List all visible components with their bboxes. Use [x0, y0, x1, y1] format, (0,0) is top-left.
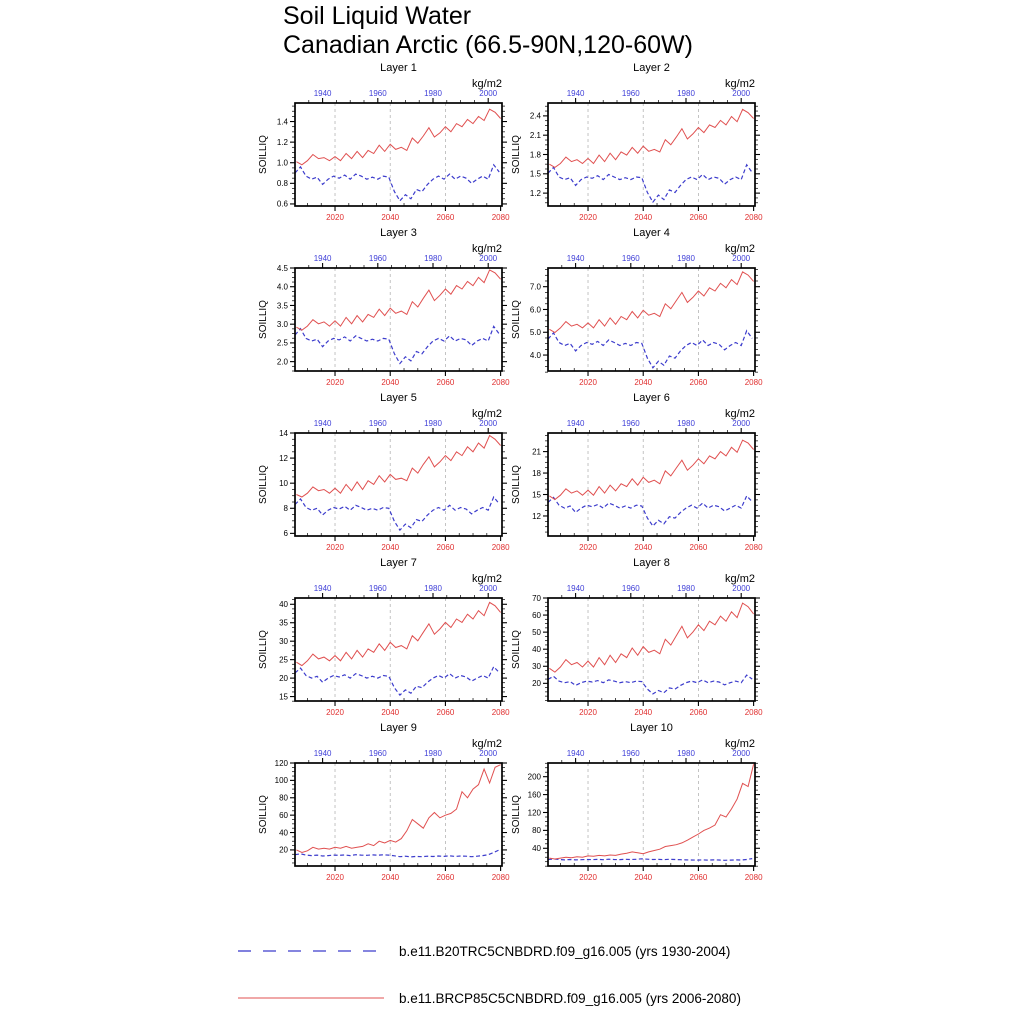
y-axis-label: 4.0	[529, 350, 541, 360]
y-axis-label: 1.4	[276, 117, 288, 127]
y-axis-label: 8	[283, 504, 288, 514]
bottom-axis-label: 2040	[381, 708, 400, 717]
y-axis-label: 10	[279, 478, 288, 488]
bottom-axis-label: 2020	[326, 213, 344, 222]
top-axis-label: 1960	[621, 419, 640, 428]
y-axis-label: 5.0	[529, 328, 541, 338]
top-axis-label: 1960	[368, 749, 387, 758]
top-axis-label: 2000	[479, 254, 498, 263]
y-axis-label: 12	[279, 453, 288, 463]
y-axis-label: 120	[527, 808, 541, 818]
top-axis-label: 1980	[677, 89, 695, 98]
historical-series-line	[295, 850, 499, 857]
y-axis-label: 4.5	[276, 263, 288, 273]
panel-title: Layer 4	[633, 227, 670, 239]
bottom-axis-label: 2060	[689, 873, 708, 882]
figure-title	[283, 2, 693, 60]
bottom-axis-label: 2020	[579, 873, 597, 882]
y-axis-label: 2.0	[276, 357, 288, 367]
plot-border	[548, 103, 755, 206]
plot-border	[295, 763, 502, 866]
unit-label: kg/m2	[725, 78, 755, 90]
bottom-axis-label: 2080	[491, 873, 510, 882]
bottom-axis-label: 2040	[634, 543, 653, 552]
bottom-axis-label: 2060	[689, 708, 708, 717]
y-axis-label: 2.4	[529, 111, 541, 121]
layer-3-chart	[255, 225, 515, 390]
top-axis-label: 1960	[621, 89, 640, 98]
historical-series-line	[548, 859, 752, 861]
bottom-axis-label: 2040	[381, 213, 400, 222]
bottom-axis-label: 2060	[689, 378, 708, 387]
top-axis-label: 1940	[566, 749, 585, 758]
bottom-axis-label: 2040	[381, 873, 400, 882]
y-axis-label: 60	[532, 610, 541, 620]
bottom-axis-label: 2020	[579, 708, 597, 717]
y-axis-title: SOILLIQ	[511, 135, 522, 174]
y-axis-label: 70	[532, 593, 541, 603]
unit-label: kg/m2	[472, 78, 502, 90]
bottom-axis-label: 2060	[436, 873, 455, 882]
y-axis-label: 12	[532, 511, 541, 521]
y-axis-label: 21	[532, 447, 541, 457]
unit-label: kg/m2	[725, 243, 755, 255]
panel-title: Layer 2	[633, 62, 670, 74]
y-axis-title: SOILLIQ	[511, 300, 522, 339]
top-axis-label: 1940	[566, 419, 585, 428]
bottom-axis-label: 2060	[689, 213, 708, 222]
plot-border	[548, 598, 755, 701]
unit-label: kg/m2	[725, 738, 755, 750]
bottom-axis-label: 2040	[634, 213, 653, 222]
unit-label: kg/m2	[472, 408, 502, 420]
y-axis-label: 2.1	[529, 130, 541, 140]
top-axis-label: 1960	[368, 584, 387, 593]
top-axis-label: 1980	[677, 584, 695, 593]
layer-6-chart	[508, 390, 768, 555]
layer-9-chart	[255, 720, 515, 885]
rcp85-series-line	[549, 764, 753, 859]
rcp85-series-line	[296, 270, 500, 330]
top-axis-label: 2000	[732, 419, 751, 428]
top-axis-label: 1980	[677, 749, 695, 758]
layer-7-chart	[255, 555, 515, 720]
rcp85-series-line	[296, 436, 500, 498]
y-axis-label: 15	[532, 490, 541, 500]
top-axis-label: 1940	[313, 749, 332, 758]
y-axis-label: 30	[532, 662, 541, 672]
bottom-axis-label: 2040	[381, 543, 400, 552]
bottom-axis-label: 2040	[634, 873, 653, 882]
rcp85-series-line	[549, 603, 753, 672]
plot-border	[548, 433, 755, 536]
historical-series-line	[295, 497, 499, 530]
rcp85-series-line	[549, 440, 753, 499]
bottom-axis-label: 2060	[436, 213, 455, 222]
rcp85-series-line	[296, 602, 500, 665]
y-axis-label: 120	[274, 758, 288, 768]
historical-series-line	[548, 331, 752, 368]
bottom-axis-label: 2020	[326, 378, 344, 387]
plot-border	[295, 433, 502, 536]
historical-series-line	[295, 667, 499, 695]
top-axis-label: 1980	[424, 419, 442, 428]
bottom-axis-label: 2080	[491, 708, 510, 717]
top-axis-label: 1940	[566, 89, 585, 98]
unit-label: kg/m2	[472, 738, 502, 750]
top-axis-label: 2000	[479, 749, 498, 758]
top-axis-label: 1940	[313, 89, 332, 98]
figure-title-line1: Soil Liquid Water	[283, 2, 472, 30]
top-axis-label: 1980	[424, 584, 442, 593]
rcp85-series-line	[549, 272, 753, 333]
plot-border	[295, 598, 502, 701]
bottom-axis-label: 2080	[744, 708, 763, 717]
layer-10-chart	[508, 720, 768, 885]
bottom-axis-label: 2060	[689, 543, 708, 552]
y-axis-label: 0.6	[276, 199, 288, 209]
bottom-axis-label: 2040	[381, 378, 400, 387]
y-axis-label: 7.0	[529, 282, 541, 292]
panel-title: Layer 8	[633, 557, 670, 569]
bottom-axis-label: 2060	[436, 708, 455, 717]
y-axis-label: 20	[279, 845, 288, 855]
y-axis-label: 40	[279, 600, 288, 610]
historical-series-line	[548, 165, 752, 202]
y-axis-label: 80	[532, 826, 541, 836]
top-axis-label: 1940	[566, 584, 585, 593]
y-axis-label: 4.0	[276, 282, 288, 292]
top-axis-label: 2000	[732, 89, 751, 98]
top-axis-label: 2000	[479, 419, 498, 428]
legend-item-rcp85	[236, 990, 741, 1006]
top-axis-label: 2000	[732, 749, 751, 758]
plot-border	[295, 103, 502, 206]
top-axis-label: 2000	[732, 584, 751, 593]
top-axis-label: 1940	[313, 419, 332, 428]
y-axis-title: SOILLIQ	[511, 795, 522, 834]
y-axis-label: 30	[279, 636, 288, 646]
rcp85-series-line	[549, 109, 753, 167]
rcp85-series-line	[296, 765, 500, 853]
top-axis-label: 1960	[621, 749, 640, 758]
bottom-axis-label: 2060	[436, 543, 455, 552]
bottom-axis-label: 2080	[744, 378, 763, 387]
bottom-axis-label: 2040	[634, 378, 653, 387]
y-axis-label: 200	[527, 772, 541, 782]
y-axis-label: 60	[279, 810, 288, 820]
y-axis-label: 1.2	[276, 137, 288, 147]
top-axis-label: 1960	[368, 89, 387, 98]
panel-title: Layer 10	[630, 722, 673, 734]
top-axis-label: 1980	[424, 749, 442, 758]
legend-item-historical	[236, 943, 730, 959]
plot-border	[548, 763, 755, 866]
legend-line-historical-icon	[236, 943, 386, 959]
y-axis-label: 15	[279, 692, 288, 702]
historical-series-line	[295, 326, 499, 363]
panel-title: Layer 1	[380, 62, 417, 74]
panel-title: Layer 7	[380, 557, 417, 569]
bottom-axis-label: 2020	[326, 708, 344, 717]
historical-series-line	[548, 675, 752, 694]
bottom-axis-label: 2080	[744, 213, 763, 222]
unit-label: kg/m2	[472, 243, 502, 255]
y-axis-label: 18	[532, 468, 541, 478]
y-axis-label: 1.5	[529, 169, 541, 179]
bottom-axis-label: 2080	[491, 378, 510, 387]
bottom-axis-label: 2060	[436, 378, 455, 387]
panel-title: Layer 3	[380, 227, 417, 239]
y-axis-label: 25	[279, 655, 288, 665]
y-axis-label: 14	[279, 428, 288, 438]
y-axis-label: 3.0	[276, 319, 288, 329]
historical-series-line	[295, 165, 499, 201]
y-axis-label: 1.8	[529, 150, 541, 160]
legend-line-rcp85-icon	[236, 990, 386, 1006]
unit-label: kg/m2	[725, 573, 755, 585]
bottom-axis-label: 2020	[326, 873, 344, 882]
y-axis-label: 1.0	[276, 158, 288, 168]
bottom-axis-label: 2080	[744, 543, 763, 552]
y-axis-label: 100	[274, 776, 288, 786]
layer-2-chart	[508, 60, 768, 225]
y-axis-label: 6	[283, 529, 288, 539]
y-axis-label: 40	[532, 844, 541, 854]
figure-title-line2: Canadian Arctic (66.5-90N,120-60W)	[283, 31, 693, 59]
panel-title: Layer 5	[380, 392, 417, 404]
legend-label-historical: b.e11.B20TRC5CNBDRD.f09_g16.005 (yrs 1930-2004)	[399, 943, 731, 959]
bottom-axis-label: 2020	[579, 213, 597, 222]
y-axis-label: 2.5	[276, 338, 288, 348]
y-axis-title: SOILLIQ	[258, 630, 269, 669]
y-axis-title: SOILLIQ	[258, 135, 269, 174]
y-axis-label: 20	[532, 679, 541, 689]
y-axis-title: SOILLIQ	[258, 795, 269, 834]
y-axis-label: 1.2	[529, 188, 541, 198]
y-axis-title: SOILLIQ	[258, 465, 269, 504]
y-axis-title: SOILLIQ	[511, 630, 522, 669]
y-axis-label: 0.8	[276, 179, 288, 189]
layer-8-chart	[508, 555, 768, 720]
top-axis-label: 1960	[621, 254, 640, 263]
top-axis-label: 2000	[479, 584, 498, 593]
top-axis-label: 1980	[677, 419, 695, 428]
y-axis-label: 3.5	[276, 301, 288, 311]
y-axis-label: 6.0	[529, 305, 541, 315]
layer-5-chart	[255, 390, 515, 555]
y-axis-label: 40	[279, 828, 288, 838]
top-axis-label: 1980	[424, 89, 442, 98]
top-axis-label: 1940	[566, 254, 585, 263]
bottom-axis-label: 2080	[744, 873, 763, 882]
top-axis-label: 2000	[732, 254, 751, 263]
layer-1-chart	[255, 60, 515, 225]
unit-label: kg/m2	[725, 408, 755, 420]
legend-label-rcp85: b.e11.BRCP85C5CNBDRD.f09_g16.005 (yrs 2006-2080)	[399, 990, 741, 1006]
bottom-axis-label: 2020	[326, 543, 344, 552]
bottom-axis-label: 2080	[491, 543, 510, 552]
bottom-axis-label: 2020	[579, 543, 597, 552]
bottom-axis-label: 2040	[634, 708, 653, 717]
rcp85-series-line	[296, 109, 500, 165]
bottom-axis-label: 2080	[491, 213, 510, 222]
panel-title: Layer 6	[633, 392, 670, 404]
top-axis-label: 1980	[424, 254, 442, 263]
y-axis-label: 20	[279, 673, 288, 683]
top-axis-label: 1940	[313, 254, 332, 263]
top-axis-label: 1940	[313, 584, 332, 593]
plot-border	[548, 268, 755, 371]
panel-title: Layer 9	[380, 722, 417, 734]
unit-label: kg/m2	[472, 573, 502, 585]
top-axis-label: 1980	[677, 254, 695, 263]
y-axis-label: 40	[532, 645, 541, 655]
y-axis-title: SOILLIQ	[511, 465, 522, 504]
bottom-axis-label: 2020	[579, 378, 597, 387]
y-axis-label: 160	[527, 790, 541, 800]
layer-4-chart	[508, 225, 768, 390]
y-axis-label: 35	[279, 618, 288, 628]
y-axis-title: SOILLIQ	[258, 300, 269, 339]
top-axis-label: 1960	[368, 419, 387, 428]
top-axis-label: 2000	[479, 89, 498, 98]
top-axis-label: 1960	[621, 584, 640, 593]
top-axis-label: 1960	[368, 254, 387, 263]
y-axis-label: 80	[279, 793, 288, 803]
historical-series-line	[548, 496, 752, 526]
y-axis-label: 50	[532, 627, 541, 637]
